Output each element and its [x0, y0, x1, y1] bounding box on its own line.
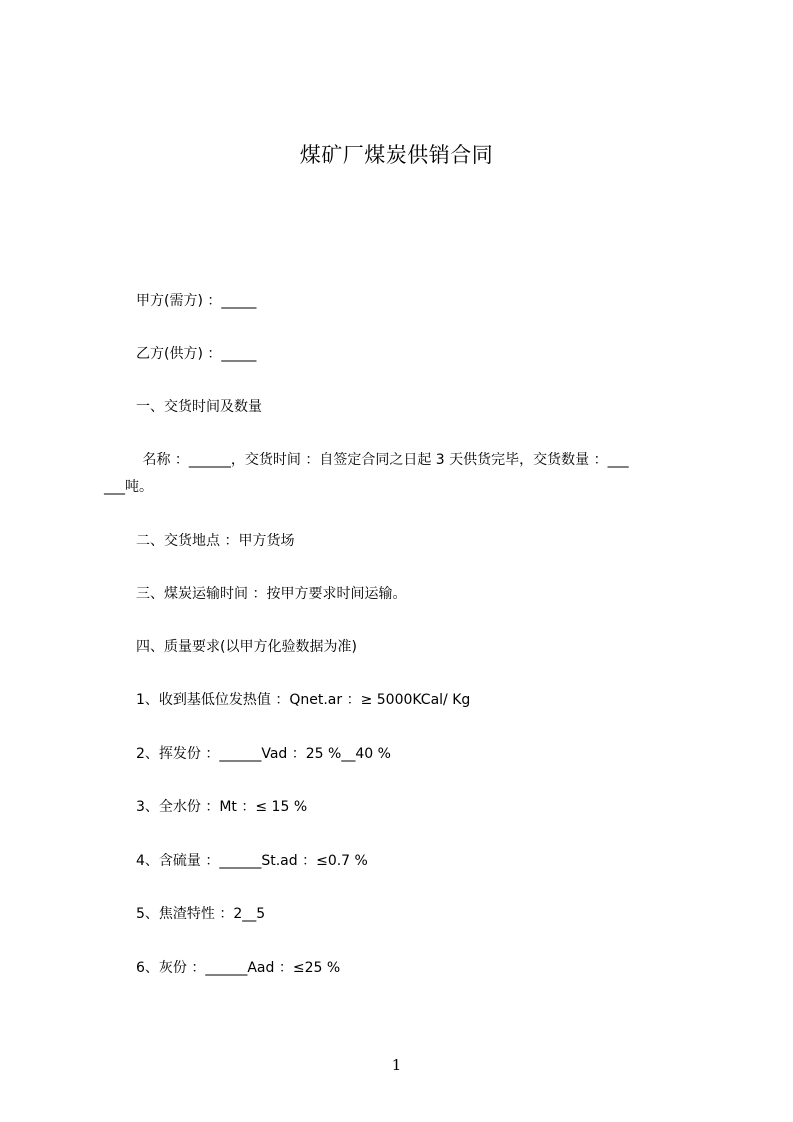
section-1-paragraph: [104, 447, 704, 501]
party-a-line: 甲方(需方) ：_____: [136, 293, 257, 309]
party-b-line: 乙方(供方) ：_____: [136, 346, 257, 362]
section-4-heading: 四、质量要求(以甲方化验数据为准): [136, 639, 357, 655]
section-2-line: 二、交货地点 ：甲方货场: [136, 533, 295, 549]
quality-item-3: 3、全水份 ：Mt ：≤ 15 %: [136, 799, 308, 815]
quality-item-6: 6、灰份 ：______Aad ：≤25 %: [136, 960, 341, 976]
section-3-line: 三、煤炭运输时间 ：按甲方要求时间运输。: [136, 586, 407, 602]
quality-item-2: 2、挥发份 ：______Vad ：25 %__40 %: [136, 746, 391, 762]
section-1-heading: 一、交货时间及数量: [136, 399, 262, 415]
quality-item-5: 5、焦渣特性 ：2__5: [136, 906, 266, 922]
document-title: 煤矿厂煤炭供销合同: [299, 143, 494, 167]
quality-item-1: 1、收到基低位发热值 ：Qnet.ar ：≥ 5000KCal/ Kg: [136, 692, 471, 708]
section-1-line-2: ___吨。: [104, 479, 153, 495]
page-number: 1: [391, 1056, 402, 1074]
quality-item-4: 4、含硫量 ：______St.ad ：≤0.7 %: [136, 853, 368, 869]
section-1-line-1: 名称 ：______，交货时间 ：自签定合同之日起 3 天供货完毕，交货数量 ：___: [138, 452, 629, 468]
